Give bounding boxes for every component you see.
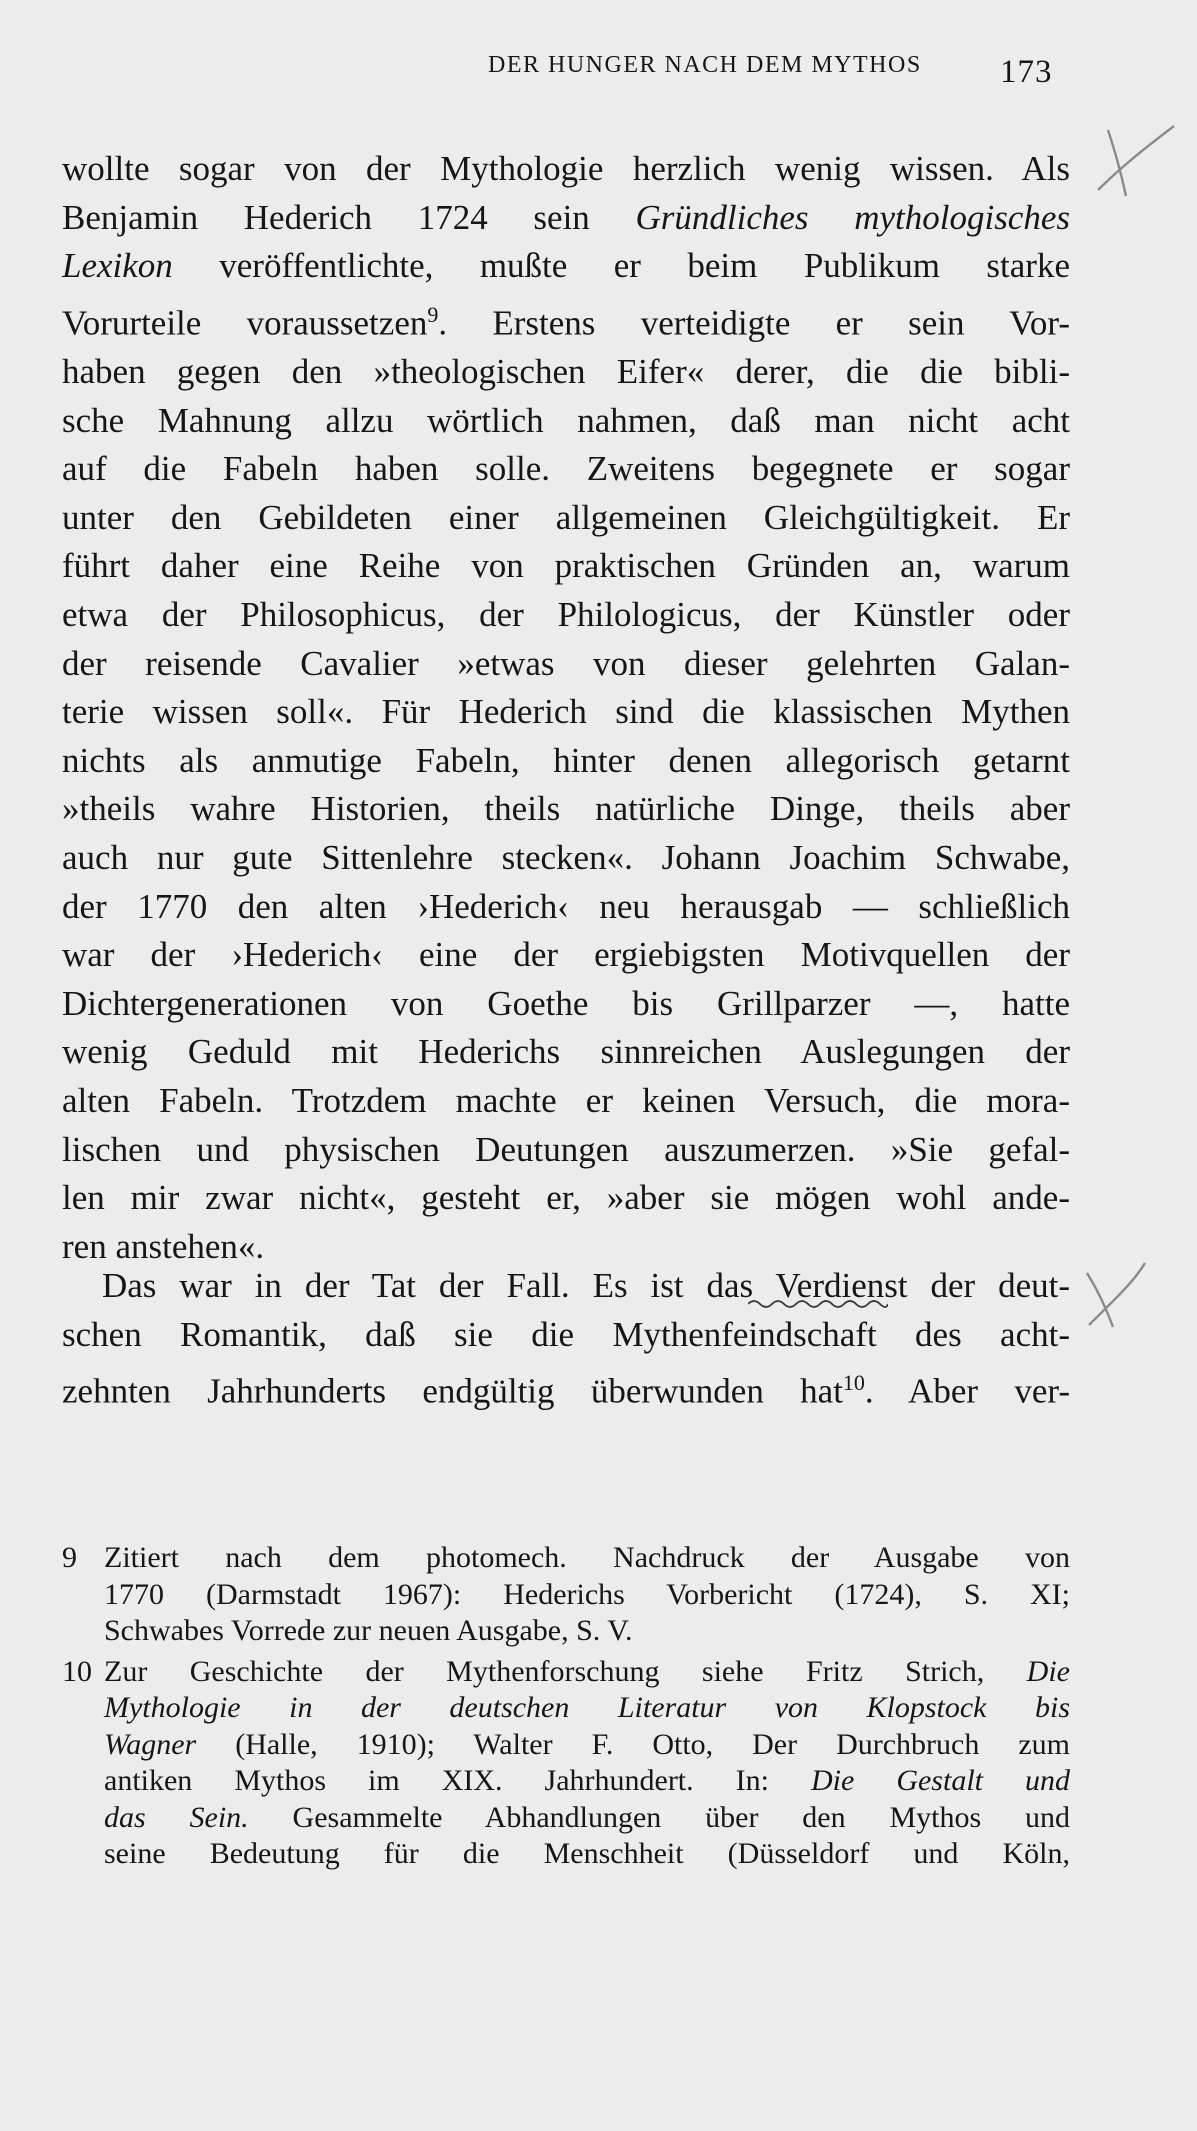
italic-title: das Sein. (104, 1800, 249, 1834)
underlined-word: Verdienst (775, 1266, 908, 1305)
text-run: antiken Mythos im XIX. Jahrhundert. In: (104, 1764, 811, 1797)
text-line: ren anstehen«. (62, 1226, 265, 1266)
text-line: haben gegen den »theologischen Eifer« derer, die die bibli- (62, 352, 1070, 392)
running-header: DER HUNGER NACH DEM MYTHOS (488, 52, 922, 78)
text-line: wollte sogar von der Mythologie herzlich wenig wissen. Als (62, 149, 1070, 188)
text-run: Benjamin Hederich 1724 sein (62, 197, 636, 237)
text-line: alten Fabeln. Trotzdem machte er keinen Versuch, die mora- (62, 1080, 1070, 1120)
text-line: der reisende Cavalier »etwas von dieser gelehrten Galan- (62, 643, 1070, 683)
text-line: auf die Fabeln haben solle. Zweitens begegnete er sogar (62, 449, 1070, 489)
text-line: lischen und physischen Deutungen auszumerzen. »Sie gefal- (62, 1129, 1070, 1169)
footnote-ref: 9 (427, 301, 439, 327)
footnote-number: 9 (62, 1541, 77, 1574)
text-run: Gesammelte Abhandlungen über den Mythos und (248, 1800, 1070, 1834)
footnote-line: 1770 (Darmstadt 1967): Hederichs Vorbericht (1724), S. XI; (104, 1577, 1070, 1611)
text-run: Zur Geschichte der Mythenforschung siehe Fritz Strich, (104, 1654, 1027, 1688)
text-line (62, 1359, 1070, 1416)
text-line: Dichtergenerationen von Goethe bis Grillparzer —, hatte (62, 983, 1070, 1023)
text-line (62, 242, 1070, 291)
text-line: war der ›Hederich‹ eine der ergiebigsten Motivquellen der (62, 935, 1070, 975)
text-line: unter den Gebildeten einer allgemeinen Gleichgültigkeit. Er (62, 497, 1070, 537)
footnote-line (104, 1654, 1070, 1691)
text-run: der deut- (907, 1266, 1071, 1305)
text-line: len mir zwar nicht«, gesteht er, »aber sie mögen wohl ande- (62, 1178, 1070, 1218)
footnote (62, 1654, 1070, 1873)
text-line: auch nur gute Sittenlehre stecken«. Johann Joachim Schwabe, (62, 837, 1070, 877)
text-line: schen Romantik, daß sie die Mythenfeindschaft des acht- (62, 1314, 1070, 1354)
text-line: nichts als anmutige Fabeln, hinter denen allegorisch getarnt (62, 740, 1070, 780)
text-line: führt daher eine Reihe von praktischen Gründen an, warum (62, 546, 1070, 586)
footnotes (62, 1540, 1070, 1873)
paragraph-second (62, 1262, 1070, 1416)
italic-title: Wagner (104, 1727, 197, 1761)
text-line (62, 194, 1070, 243)
paragraph-main (62, 145, 1070, 1271)
text-line (62, 1262, 1070, 1311)
text-line: wenig Geduld mit Hederichs sinnreichen Auslegungen der (62, 1032, 1070, 1072)
footnote (62, 1540, 1070, 1650)
footnote-line: Schwabes Vorrede zur neuen Ausgabe, S. V. (104, 1614, 633, 1647)
pencil-x-mark-icon (1090, 118, 1180, 208)
italic-title: Lexikon (62, 246, 173, 286)
text-line: der 1770 den alten ›Hederich‹ neu herausgab — schließlich (62, 886, 1070, 926)
text-line: »theils wahre Historien, theils natürliche Dinge, theils aber (62, 789, 1070, 829)
text-line (62, 291, 1070, 348)
text-line: terie wissen soll«. Für Hederich sind die klassischen Mythen (62, 692, 1070, 732)
text-line: etwa der Philosophicus, der Philologicus, der Künstler oder (62, 595, 1070, 634)
footnote-number: 10 (62, 1654, 92, 1688)
text-run: (Halle, 1910); Walter F. Otto, Der Durchbruch zum (196, 1727, 1070, 1761)
italic-title: Die (1026, 1654, 1070, 1688)
footnote-line: seine Bedeutung für die Menschheit (Düsseldorf und Köln, (104, 1837, 1070, 1870)
pencil-x-mark-icon (1075, 1255, 1165, 1335)
page-number: 173 (1000, 54, 1053, 90)
footnote-ref: 10 (842, 1370, 865, 1396)
text-run: . Aber ver- (864, 1371, 1070, 1411)
footnote-line: Zitiert nach dem photomech. Nachdruck der Ausgabe von (104, 1541, 1070, 1574)
italic-title: Die Gestalt und (811, 1764, 1070, 1797)
footnote-line (104, 1763, 1070, 1800)
footnote-line (104, 1727, 1070, 1764)
text-run: . Erstens verteidigte er sein Vor- (438, 303, 1070, 343)
text-run: Vorurteile voraussetzen (62, 303, 428, 343)
text-run: veröffentlichte, mußte er beim Publikum starke (172, 246, 1070, 286)
text-line: sche Mahnung allzu wörtlich nahmen, daß man nicht acht (62, 400, 1070, 440)
footnote-line (104, 1800, 1070, 1837)
footnote-line: Mythologie in der deutschen Literatur von Klopstock bis (104, 1691, 1070, 1724)
text-run: Das war in der Tat der Fall. Es ist das (102, 1266, 776, 1305)
italic-title: Gründliches mythologisches (635, 197, 1070, 237)
text-run: zehnten Jahrhunderts endgültig überwunden hat (62, 1371, 843, 1411)
